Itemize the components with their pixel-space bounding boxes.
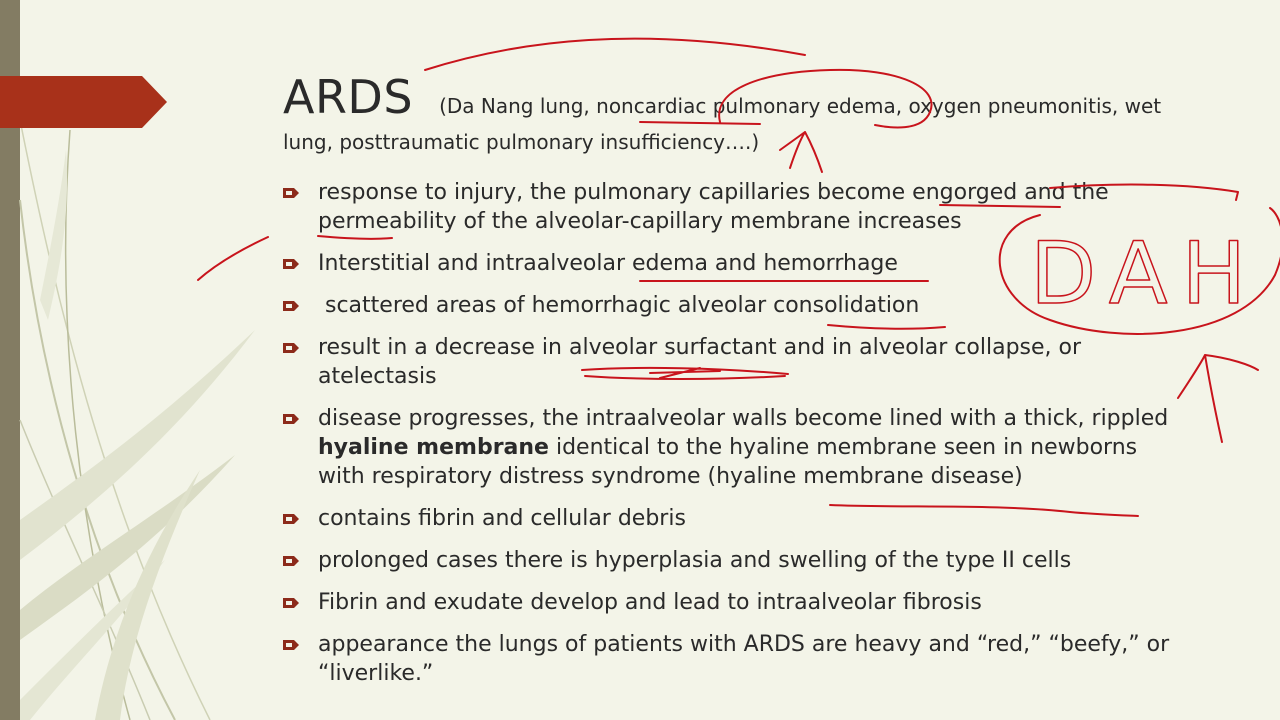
bullet-text-bold: hyaline membrane [318, 435, 549, 460]
bullet-item [283, 291, 1183, 320]
bullet-text: scattered areas of hemorrhagic alveolar consolidation [318, 293, 920, 318]
bullet-item [283, 546, 1183, 575]
arrow-bullet-icon [283, 514, 299, 524]
title-row [283, 70, 1223, 124]
slide-title: ARDS [283, 70, 414, 124]
ink-arrow-up [780, 132, 822, 172]
bullet-item [283, 404, 1183, 491]
title-accent-arrow [0, 76, 167, 128]
bullet-item [283, 504, 1183, 533]
bullet-item [283, 249, 1183, 278]
ink-arc-over-title [425, 39, 805, 70]
bullet-text: Interstitial and intraalveolar edema and hemorrhage [318, 251, 898, 276]
bullet-text: response to injury, the pulmonary capillaries become engorged and the permeability of the alveolar-capillary membrane increases [318, 180, 1109, 234]
arrow-bullet-icon [283, 556, 299, 566]
bullet-item [283, 178, 1183, 236]
arrow-bullet-icon [283, 188, 299, 198]
ink-arrow-lower [1178, 355, 1258, 442]
arrow-bullet-icon [283, 598, 299, 608]
arrow-bullet-icon [283, 259, 299, 269]
slide-subtitle-line2: lung, posttraumatic pulmonary insufficiency….) [283, 130, 760, 154]
arrow-bullet-icon [283, 414, 299, 424]
bullet-text: disease progresses, the intraalveolar walls become lined with a thick, rippled [318, 406, 1169, 431]
bullet-text: result in a decrease in alveolar surfactant and in alveolar collapse, or atelectasis [318, 335, 1082, 389]
arrow-bullet-icon [283, 343, 299, 353]
side-bar [0, 0, 20, 720]
bullet-item [283, 333, 1183, 391]
arrow-bullet-icon [283, 301, 299, 311]
ink-text-dah: DAH [1030, 224, 1261, 324]
bullet-item [283, 588, 1183, 617]
bullet-text: prolonged cases there is hyperplasia and swelling of the type II cells [318, 548, 1072, 573]
bullet-text: identical to the hyaline membrane seen in newborns with respiratory distress syndrome (hyaline membrane disease) [318, 435, 1138, 489]
bullet-list [283, 178, 1183, 701]
ink-side-stroke [198, 237, 268, 280]
bullet-item [283, 630, 1183, 688]
slide-subtitle-line1: (Da Nang lung, noncardiac pulmonary edema, oxygen pneumonitis, wet [439, 94, 1162, 118]
ink-underline-noncardiac [640, 122, 760, 124]
arrow-bullet-icon [283, 640, 299, 650]
bullet-text: Fibrin and exudate develop and lead to intraalveolar fibrosis [318, 590, 982, 615]
bullet-text: contains fibrin and cellular debris [318, 506, 686, 531]
bullet-text: appearance the lungs of patients with ARDS are heavy and “red,” “beefy,” or “liverlike.” [318, 632, 1170, 686]
